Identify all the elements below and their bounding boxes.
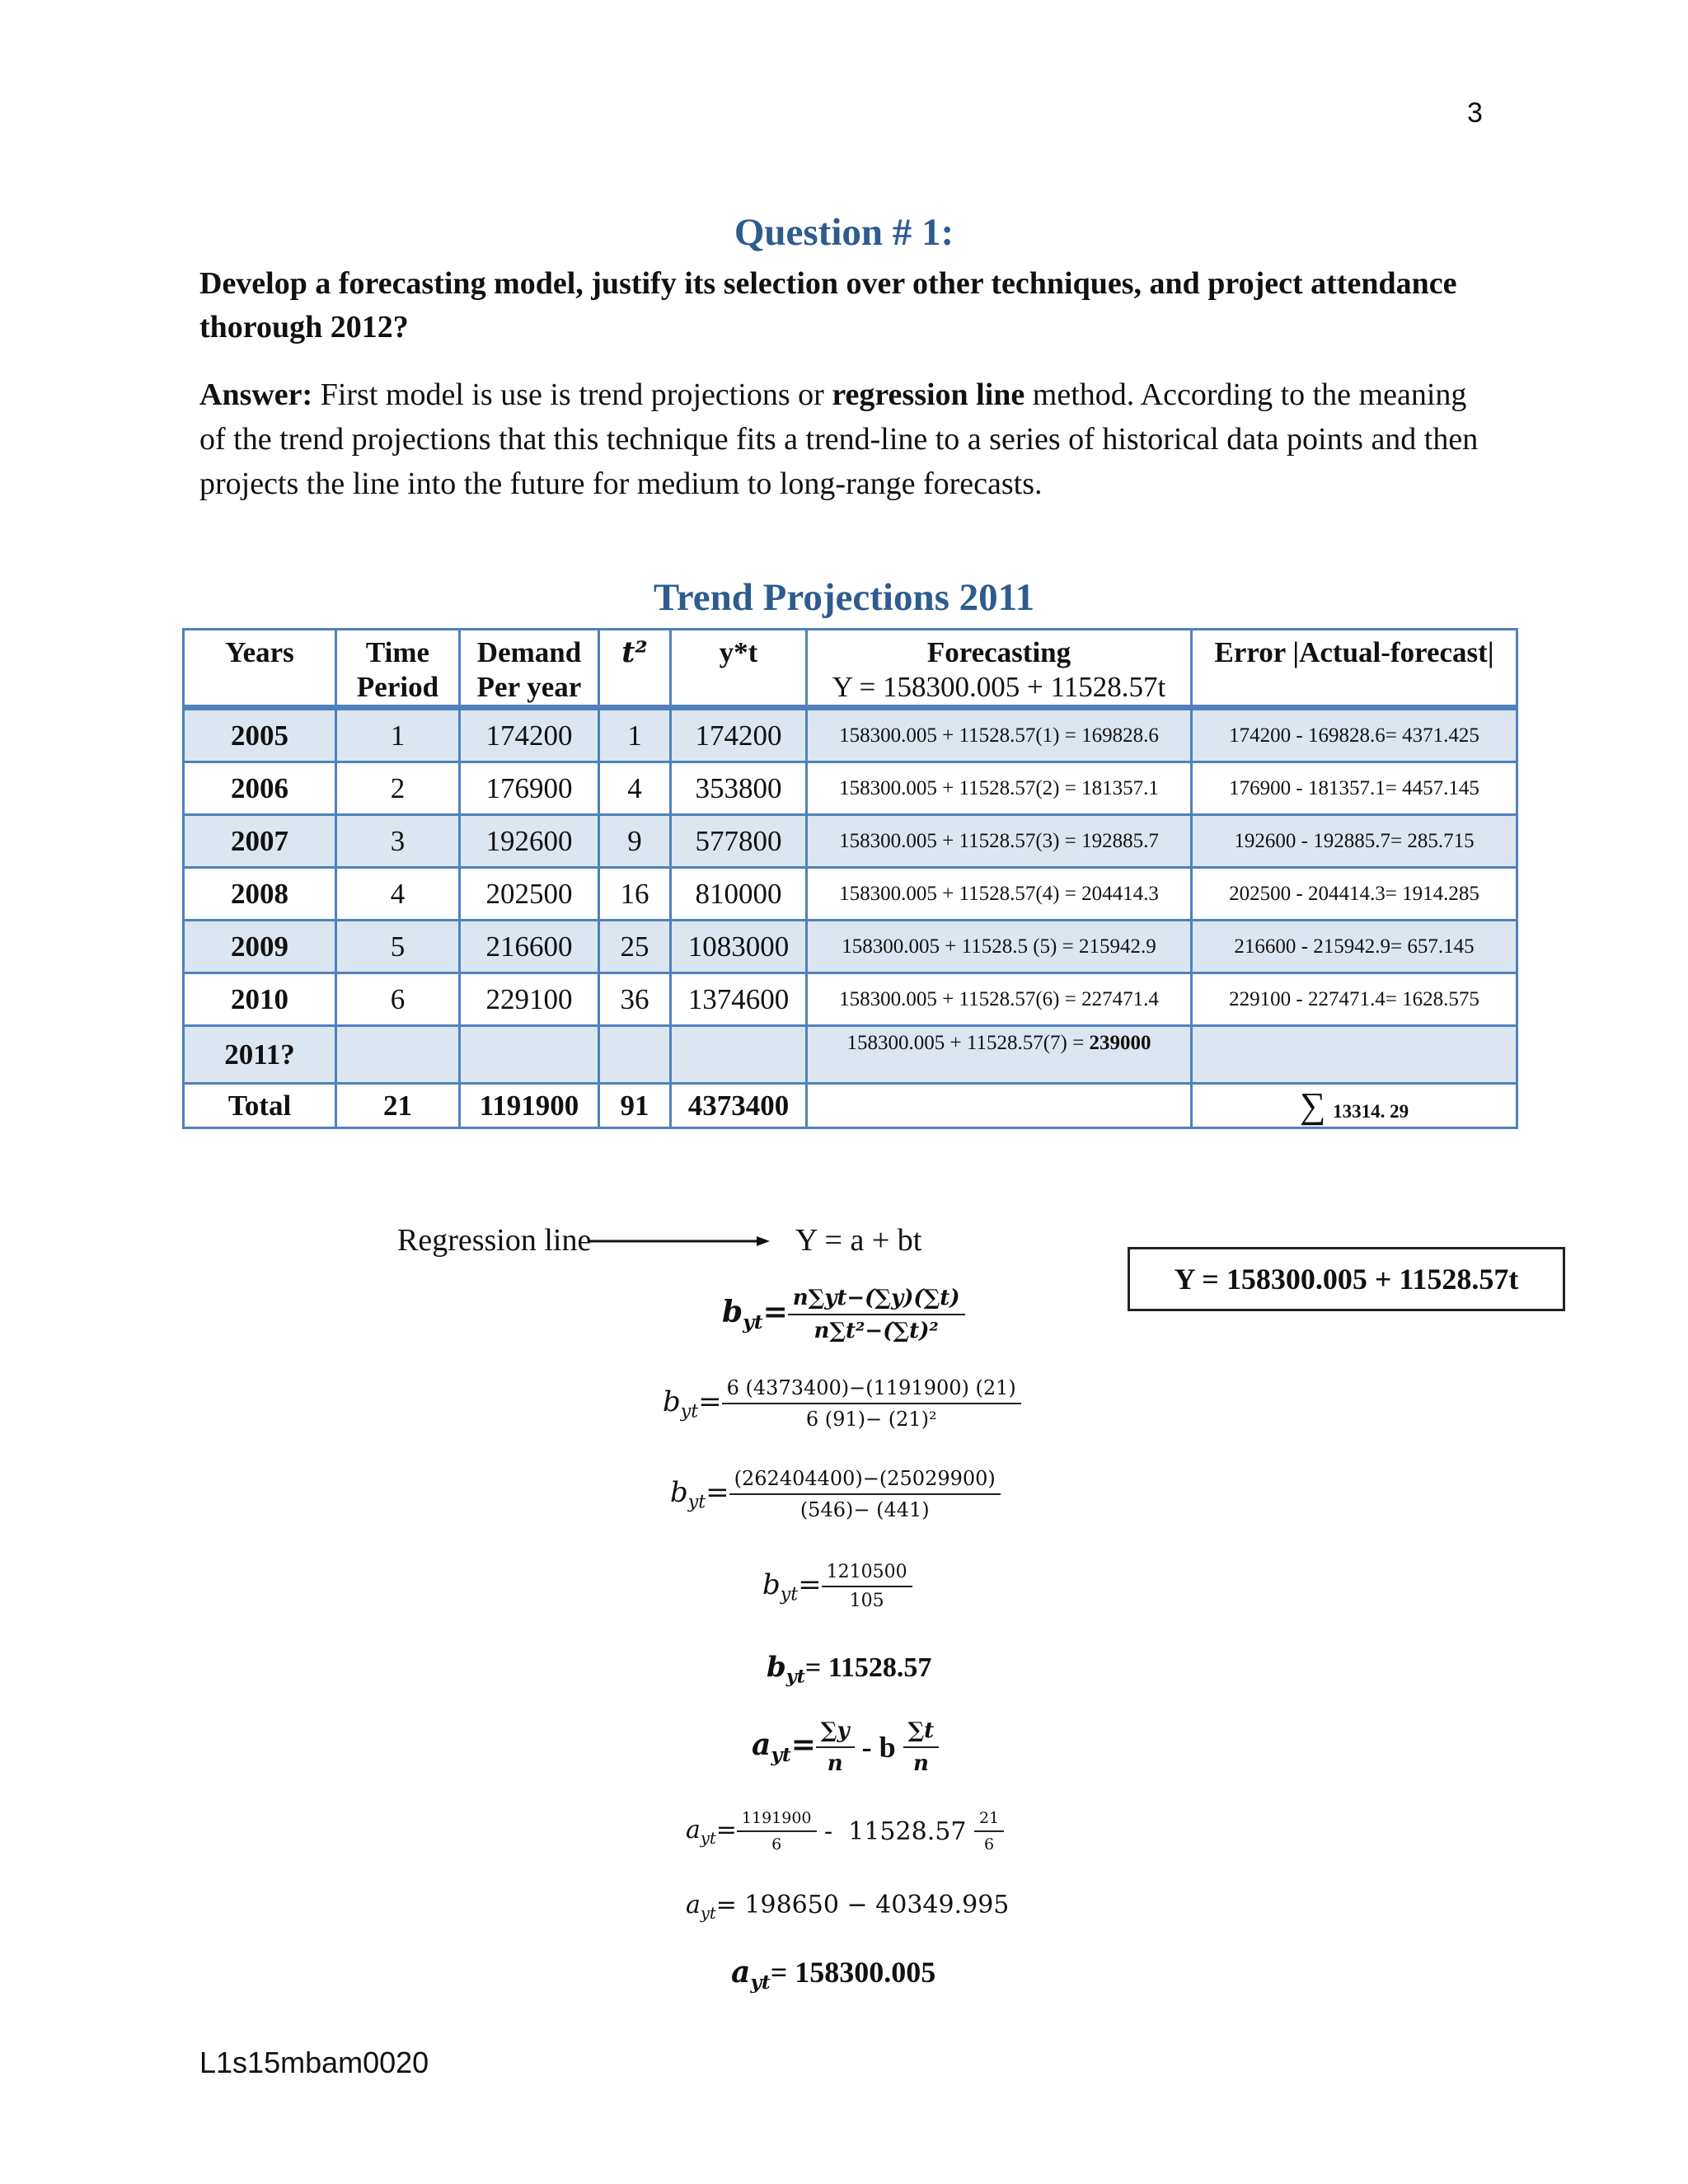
a-step1-fraction-1: [737, 1809, 817, 1854]
a-symbol: $a_{yt}=$: [686, 1815, 737, 1848]
header-t-squared: t²: [599, 630, 671, 708]
total-yt: 4373400: [671, 1084, 807, 1128]
b-symbol: $b_{yt}=$: [762, 1568, 822, 1605]
b-step1-fraction: [722, 1376, 1021, 1431]
cell-time-period: 5: [336, 921, 460, 973]
fraction-denominator: (546)− (441): [799, 1498, 930, 1521]
cell-year: 2010: [184, 973, 336, 1026]
b-formula-step3: [762, 1562, 912, 1611]
header-demand: Demand Per year: [460, 630, 599, 708]
cell-empty: [460, 1026, 599, 1084]
cell-time-period: 2: [336, 762, 460, 815]
total-error-sum: 13314. 29: [1333, 1101, 1409, 1122]
total-demand: 1191900: [460, 1084, 599, 1128]
cell-year: 2007: [184, 815, 336, 868]
cell-time-period: 1: [336, 708, 460, 762]
fraction-denominator: 6: [771, 1835, 782, 1854]
cell-yt: 810000: [671, 868, 807, 921]
a-result-value: = 158300.005: [770, 1956, 936, 1989]
header-yt: y*t: [671, 630, 807, 708]
total-label: Total: [184, 1084, 336, 1128]
a-symbol: $a_{yt}=$: [752, 1727, 816, 1767]
answer-text-before: First model is use is trend projections or: [312, 377, 832, 412]
cell-t-squared: 25: [599, 921, 671, 973]
answer-paragraph: [199, 373, 1485, 506]
a-result: [731, 1955, 935, 1994]
regression-result-text: Y = 158300.005 + 11528.57t: [1174, 1263, 1519, 1296]
total-time-period: 21: [336, 1084, 460, 1128]
fraction-denominator: n: [827, 1751, 843, 1776]
cell-error: 174200 - 169828.6= 4371.425: [1192, 708, 1517, 762]
forecast-2011-value: 239000: [1089, 1032, 1151, 1054]
table-title: Trend Projections 2011: [653, 576, 1035, 619]
page-number: 3: [1467, 97, 1483, 129]
cell-empty: [599, 1026, 671, 1084]
cell-error: 176900 - 181357.1= 4457.145: [1192, 762, 1517, 815]
cell-forecast: 158300.005 + 11528.57(1) = 169828.6: [807, 708, 1192, 762]
cell-t-squared: 16: [599, 868, 671, 921]
fraction-numerator: 1210500: [822, 1562, 912, 1587]
table-row: [184, 762, 1517, 815]
cell-year: 2011?: [184, 1026, 336, 1084]
regression-line-label: Regression line: [397, 1223, 592, 1258]
table-header-row: [184, 630, 1517, 708]
b-result-value: = 11528.57: [804, 1652, 932, 1683]
cell-error: 229100 - 227471.4= 1628.575: [1192, 973, 1517, 1026]
total-error-sum-cell: [1192, 1084, 1517, 1128]
fraction-numerator: 6 (4373400)−(1191900) (21): [722, 1376, 1021, 1404]
fraction-denominator: n: [912, 1751, 929, 1776]
cell-forecast: 158300.005 + 11528.57(6) = 227471.4: [807, 973, 1192, 1026]
cell-year: 2005: [184, 708, 336, 762]
a-general-fraction-2: [903, 1718, 940, 1776]
fraction-denominator: 105: [849, 1591, 884, 1611]
a-symbol: $a_{yt}$: [686, 1891, 716, 1923]
header-years: Years: [184, 630, 336, 708]
table-row: [184, 868, 1517, 921]
fraction-denominator: 6 (91)− (21)²: [805, 1408, 937, 1431]
cell-demand: 174200: [460, 708, 599, 762]
a-formula-step1: [686, 1809, 1004, 1854]
fraction-numerator: 1191900: [737, 1809, 817, 1832]
cell-empty: [807, 1084, 1192, 1128]
cell-time-period: 4: [336, 868, 460, 921]
b-formula-step2: [670, 1467, 1001, 1521]
cell-yt: 1374600: [671, 973, 807, 1026]
cell-t-squared: 4: [599, 762, 671, 815]
table-row: [184, 921, 1517, 973]
fraction-numerator: n∑yt−(∑y)(∑t): [788, 1286, 965, 1315]
forecast-2011-prefix: 158300.005 + 11528.57(7) =: [846, 1032, 1090, 1054]
cell-yt: 353800: [671, 762, 807, 815]
fraction-numerator: ∑y: [816, 1718, 855, 1748]
cell-yt: 577800: [671, 815, 807, 868]
sigma-icon: ∑: [1299, 1085, 1326, 1126]
cell-demand: 229100: [460, 973, 599, 1026]
a-general-fraction-1: [816, 1718, 855, 1776]
cell-error: 192600 - 192885.7= 285.715: [1192, 815, 1517, 868]
cell-forecast: 158300.005 + 11528.57(2) = 181357.1: [807, 762, 1192, 815]
answer-label: Answer:: [199, 377, 313, 412]
fraction-numerator: (262404400)−(25029900): [729, 1467, 1001, 1495]
table-row-2011: [184, 1026, 1517, 1084]
a-step1-mid: - 11528.57: [816, 1816, 974, 1846]
a-symbol: $a_{yt}$: [731, 1955, 771, 1994]
table-total-row: [184, 1084, 1517, 1128]
table-row: [184, 815, 1517, 868]
cell-error: 216600 - 215942.9= 657.145: [1192, 921, 1517, 973]
b-symbol: $b_{yt}=$: [670, 1475, 729, 1513]
header-forecasting-formula: Y = 158300.005 + 11528.57t: [832, 671, 1166, 703]
cell-yt: 1083000: [671, 921, 807, 973]
cell-time-period: 6: [336, 973, 460, 1026]
right-arrow-icon: [588, 1235, 770, 1248]
b-step3-fraction: [822, 1562, 912, 1611]
b-step2-fraction: [729, 1467, 1001, 1521]
table-row: [184, 973, 1517, 1026]
a-formula-step2: [686, 1891, 1009, 1923]
total-t-squared: 91: [599, 1084, 671, 1128]
regression-equation: Y = a + bt: [795, 1223, 922, 1258]
cell-t-squared: 1: [599, 708, 671, 762]
header-forecasting: [807, 630, 1192, 708]
cell-year: 2008: [184, 868, 336, 921]
trend-projections-table: [182, 628, 1518, 1129]
cell-forecast: 158300.005 + 11528.57(4) = 204414.3: [807, 868, 1192, 921]
question-title: Question # 1:: [734, 211, 954, 254]
table-row: [184, 708, 1517, 762]
b-symbol: $b_{yt}=$: [722, 1295, 788, 1334]
answer-text-after: method. According to the meaning of the trend projections that this technique fits a trend-line to a series of historical data points and then projects the line into the future for medium to long-range forecasts.: [199, 377, 1479, 501]
cell-year: 2006: [184, 762, 336, 815]
fraction-denominator: 6: [984, 1835, 995, 1854]
a-step2-text: = 198650 − 40349.995: [715, 1891, 1010, 1919]
cell-forecast: 158300.005 + 11528.57(3) = 192885.7: [807, 815, 1192, 868]
header-error: Error |Actual-forecast|: [1192, 630, 1517, 708]
cell-demand: 202500: [460, 868, 599, 921]
cell-demand: 216600: [460, 921, 599, 973]
footer-id: L1s15mbam0020: [199, 2046, 429, 2079]
b-symbol: $b_{yt}=$: [663, 1385, 722, 1422]
answer-bold-term: regression line: [832, 377, 1025, 412]
a-step1-fraction-2: [974, 1809, 1004, 1854]
header-time-period: Time Period: [336, 630, 460, 708]
b-formula-step1: [663, 1376, 1021, 1431]
cell-forecast-2011: [807, 1026, 1192, 1084]
question-text: Develop a forecasting model, justify its selection over other techniques, and project attendance thorough 2012?: [199, 266, 1457, 344]
cell-demand: 192600: [460, 815, 599, 868]
regression-result-box: [1128, 1247, 1565, 1311]
a-general-mid: - b: [854, 1731, 903, 1764]
b-formula-general: [722, 1286, 965, 1343]
b-general-fraction: [788, 1286, 965, 1343]
fraction-numerator: 21: [974, 1809, 1004, 1832]
cell-empty: [671, 1026, 807, 1084]
b-result: [767, 1651, 931, 1688]
cell-forecast: 158300.005 + 11528.5 (5) = 215942.9: [807, 921, 1192, 973]
cell-error: 202500 - 204414.3= 1914.285: [1192, 868, 1517, 921]
fraction-numerator: ∑t: [903, 1718, 940, 1748]
header-forecasting-label: Forecasting: [926, 636, 1071, 668]
cell-time-period: 3: [336, 815, 460, 868]
cell-yt: 174200: [671, 708, 807, 762]
fraction-denominator: n∑t²−(∑t)²: [814, 1319, 939, 1343]
cell-year: 2009: [184, 921, 336, 973]
cell-demand: 176900: [460, 762, 599, 815]
cell-t-squared: 9: [599, 815, 671, 868]
cell-empty: [1192, 1026, 1517, 1084]
cell-empty: [336, 1026, 460, 1084]
cell-t-squared: 36: [599, 973, 671, 1026]
b-symbol: $b_{yt}$: [767, 1651, 805, 1688]
a-formula-general: [752, 1718, 939, 1776]
